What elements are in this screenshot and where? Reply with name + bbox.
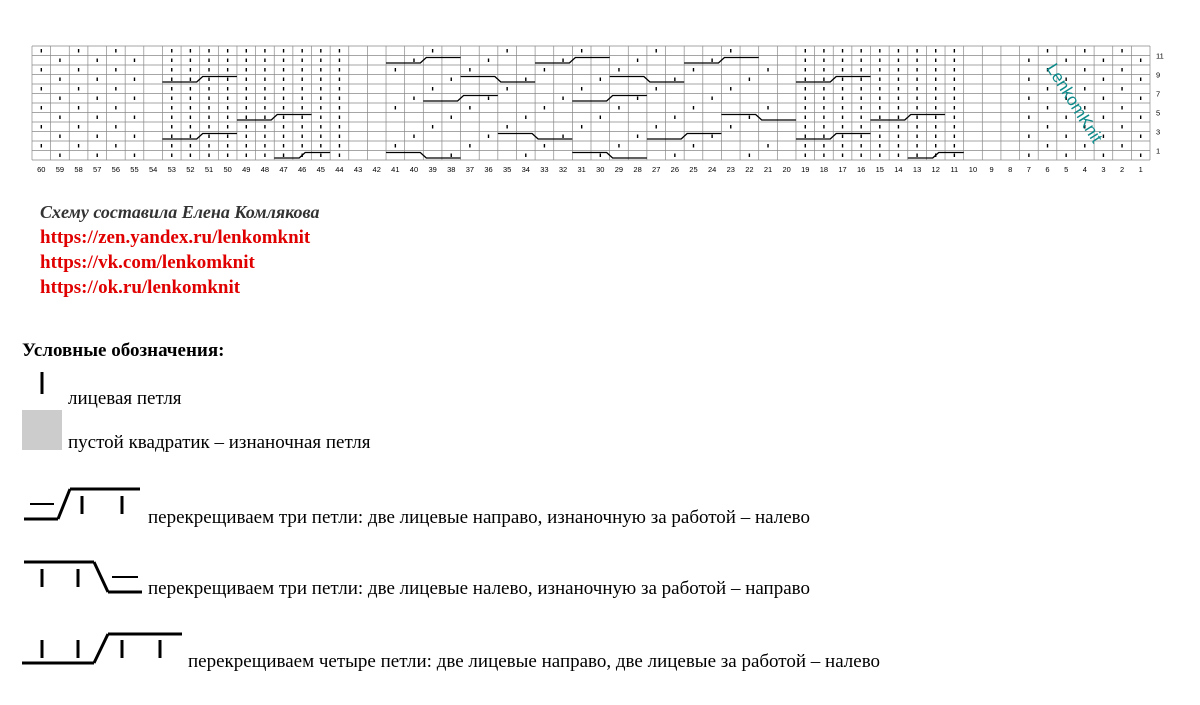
- legend-knit-label: лицевая петля: [68, 388, 182, 409]
- legend-purl-label: пустой квадратик – изнаночная петля: [68, 432, 371, 453]
- column-number: 22: [745, 165, 754, 174]
- column-number: 57: [93, 165, 102, 174]
- column-number: 58: [74, 165, 83, 174]
- column-number: 46: [298, 165, 307, 174]
- column-number: 33: [540, 165, 549, 174]
- column-number: 29: [614, 165, 624, 174]
- column-number: 11: [950, 165, 959, 174]
- column-number: 36: [484, 165, 493, 174]
- column-number: 17: [838, 165, 847, 174]
- column-number: 40: [409, 165, 419, 174]
- column-number: 41: [391, 165, 400, 174]
- column-number: 6: [1045, 165, 1050, 174]
- column-number: 19: [801, 165, 810, 174]
- row-number: 9: [1156, 70, 1161, 80]
- column-number: 43: [353, 165, 363, 174]
- column-number: 27: [652, 165, 661, 174]
- column-number: 45: [316, 165, 325, 174]
- column-number: 31: [577, 165, 586, 174]
- column-number: 5: [1064, 165, 1069, 174]
- column-number: 47: [279, 165, 288, 174]
- column-number: 53: [167, 165, 176, 174]
- legend-left-cross-3-label: перекрещиваем три петли: две лицевые налево, изнаночную за работой – направо: [148, 578, 810, 599]
- column-number: 10: [968, 165, 978, 174]
- column-number: 39: [428, 165, 437, 174]
- column-number: 8: [1008, 165, 1013, 174]
- column-number: 25: [689, 165, 698, 174]
- column-number: 55: [130, 165, 139, 174]
- column-number: 50: [223, 165, 232, 174]
- row-number: 5: [1156, 108, 1161, 118]
- column-number: 3: [1101, 165, 1106, 174]
- column-number: 23: [726, 165, 735, 174]
- column-number: 28: [633, 165, 642, 174]
- column-number: 2: [1119, 165, 1125, 174]
- row-number: 3: [1156, 127, 1161, 137]
- column-number: 20: [782, 165, 791, 174]
- column-number: 14: [894, 165, 903, 174]
- column-number: 4: [1082, 165, 1087, 174]
- column-number: 48: [260, 165, 270, 174]
- link-vk[interactable]: https://vk.com/lenkomknit: [40, 252, 255, 273]
- column-number: 37: [465, 165, 475, 174]
- legend-right-cross-4-label: перекрещиваем четыре петли: две лицевые направо, две лицевые за работой – налево: [188, 651, 881, 672]
- column-number: 51: [204, 165, 214, 174]
- column-number: 54: [148, 165, 158, 174]
- legend-right-cross-3-label: перекрещиваем три петли: две лицевые направо, изнаночную за работой – налево: [148, 507, 810, 528]
- column-number: 42: [372, 165, 381, 174]
- watermark-text: LenkomKnit: [1042, 60, 1107, 147]
- right-cross-3-icon: [24, 489, 140, 519]
- column-number: 32: [558, 165, 568, 174]
- column-number: 38: [447, 165, 456, 174]
- link-ok[interactable]: https://ok.ru/lenkomknit: [40, 277, 241, 298]
- empty-square-icon: [22, 410, 62, 450]
- column-number: 16: [857, 165, 866, 174]
- column-number: 1: [1138, 165, 1143, 174]
- left-cross-3-icon: [24, 562, 142, 592]
- row-number: 1: [1156, 146, 1161, 156]
- column-number: 24: [707, 165, 717, 174]
- column-number: 15: [875, 165, 884, 174]
- column-number: 9: [989, 165, 994, 174]
- row-number: 11: [1156, 51, 1164, 61]
- column-number: 12: [931, 165, 940, 174]
- row-number: 7: [1156, 89, 1161, 99]
- column-number: 52: [186, 165, 195, 174]
- column-number: 13: [912, 165, 922, 174]
- right-cross-4-icon: [22, 634, 182, 663]
- column-number: 60: [37, 165, 46, 174]
- column-number: 44: [335, 165, 344, 174]
- link-yandex-zen[interactable]: https://zen.yandex.ru/lenkomknit: [40, 227, 311, 248]
- column-number: 18: [819, 165, 829, 174]
- column-number: 59: [55, 165, 65, 174]
- column-number: 34: [521, 165, 530, 174]
- column-number: 56: [111, 165, 121, 174]
- column-number: 30: [596, 165, 605, 174]
- column-number: 21: [763, 165, 773, 174]
- column-number: 26: [670, 165, 680, 174]
- column-number: 49: [242, 165, 251, 174]
- legend-title: Условные обозначения:: [22, 340, 225, 361]
- column-number: 35: [502, 165, 512, 174]
- column-number: 7: [1026, 165, 1031, 174]
- author-credit: Схему составила Елена Комлякова: [40, 202, 320, 222]
